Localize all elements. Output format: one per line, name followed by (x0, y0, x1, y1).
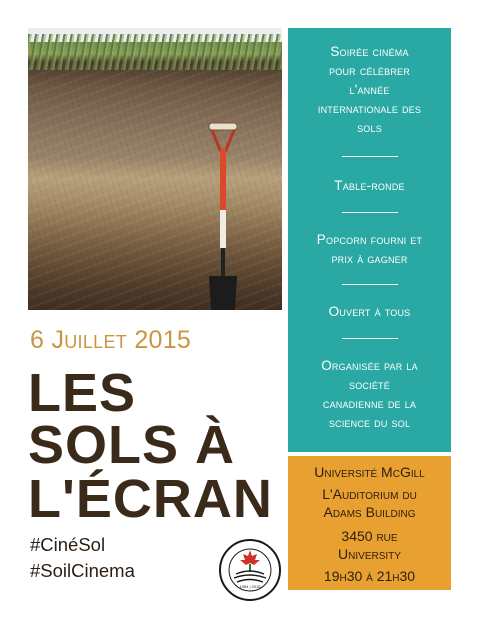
soil-profile-photo (28, 28, 282, 310)
divider (342, 284, 398, 285)
venue-street-name: University (338, 546, 401, 562)
divider (342, 156, 398, 157)
event-details-panel (288, 28, 451, 452)
logo-years: 1954 | 2015 (239, 584, 261, 589)
spade-icon (28, 28, 282, 310)
venue-building: Adams Building (323, 504, 416, 520)
event-date: 6 Juillet 2015 (30, 326, 192, 354)
organizer-text: Organisée par la société canadienne de la science du sol (321, 358, 418, 430)
venue-university: Université McGill (314, 464, 425, 480)
open-to-all-text: Ouvert à tous (328, 304, 411, 319)
venue-street: 3450 rue (341, 528, 398, 544)
divider (342, 338, 398, 339)
event-description: Soirée cinéma pour célébrer l'année internationale des sols (317, 44, 422, 135)
title-line-2: SOLS À (28, 415, 236, 475)
event-time: 19h30 à 21h30 (323, 568, 416, 584)
hashtag-soilcinema: #SoilCinema (30, 560, 135, 581)
roundtable-text: Table-ronde (334, 178, 405, 193)
popcorn-text: Popcorn fourni et prix à gagner (316, 232, 423, 266)
title-line-1: LES (28, 363, 137, 423)
society-logo (218, 538, 282, 602)
divider (342, 212, 398, 213)
hashtag-cinesol: #CinéSol (30, 534, 106, 555)
venue-panel (288, 456, 451, 590)
venue-hall: L'Auditorium du (322, 486, 417, 502)
title-line-3: L'ÉCRAN (28, 469, 273, 529)
